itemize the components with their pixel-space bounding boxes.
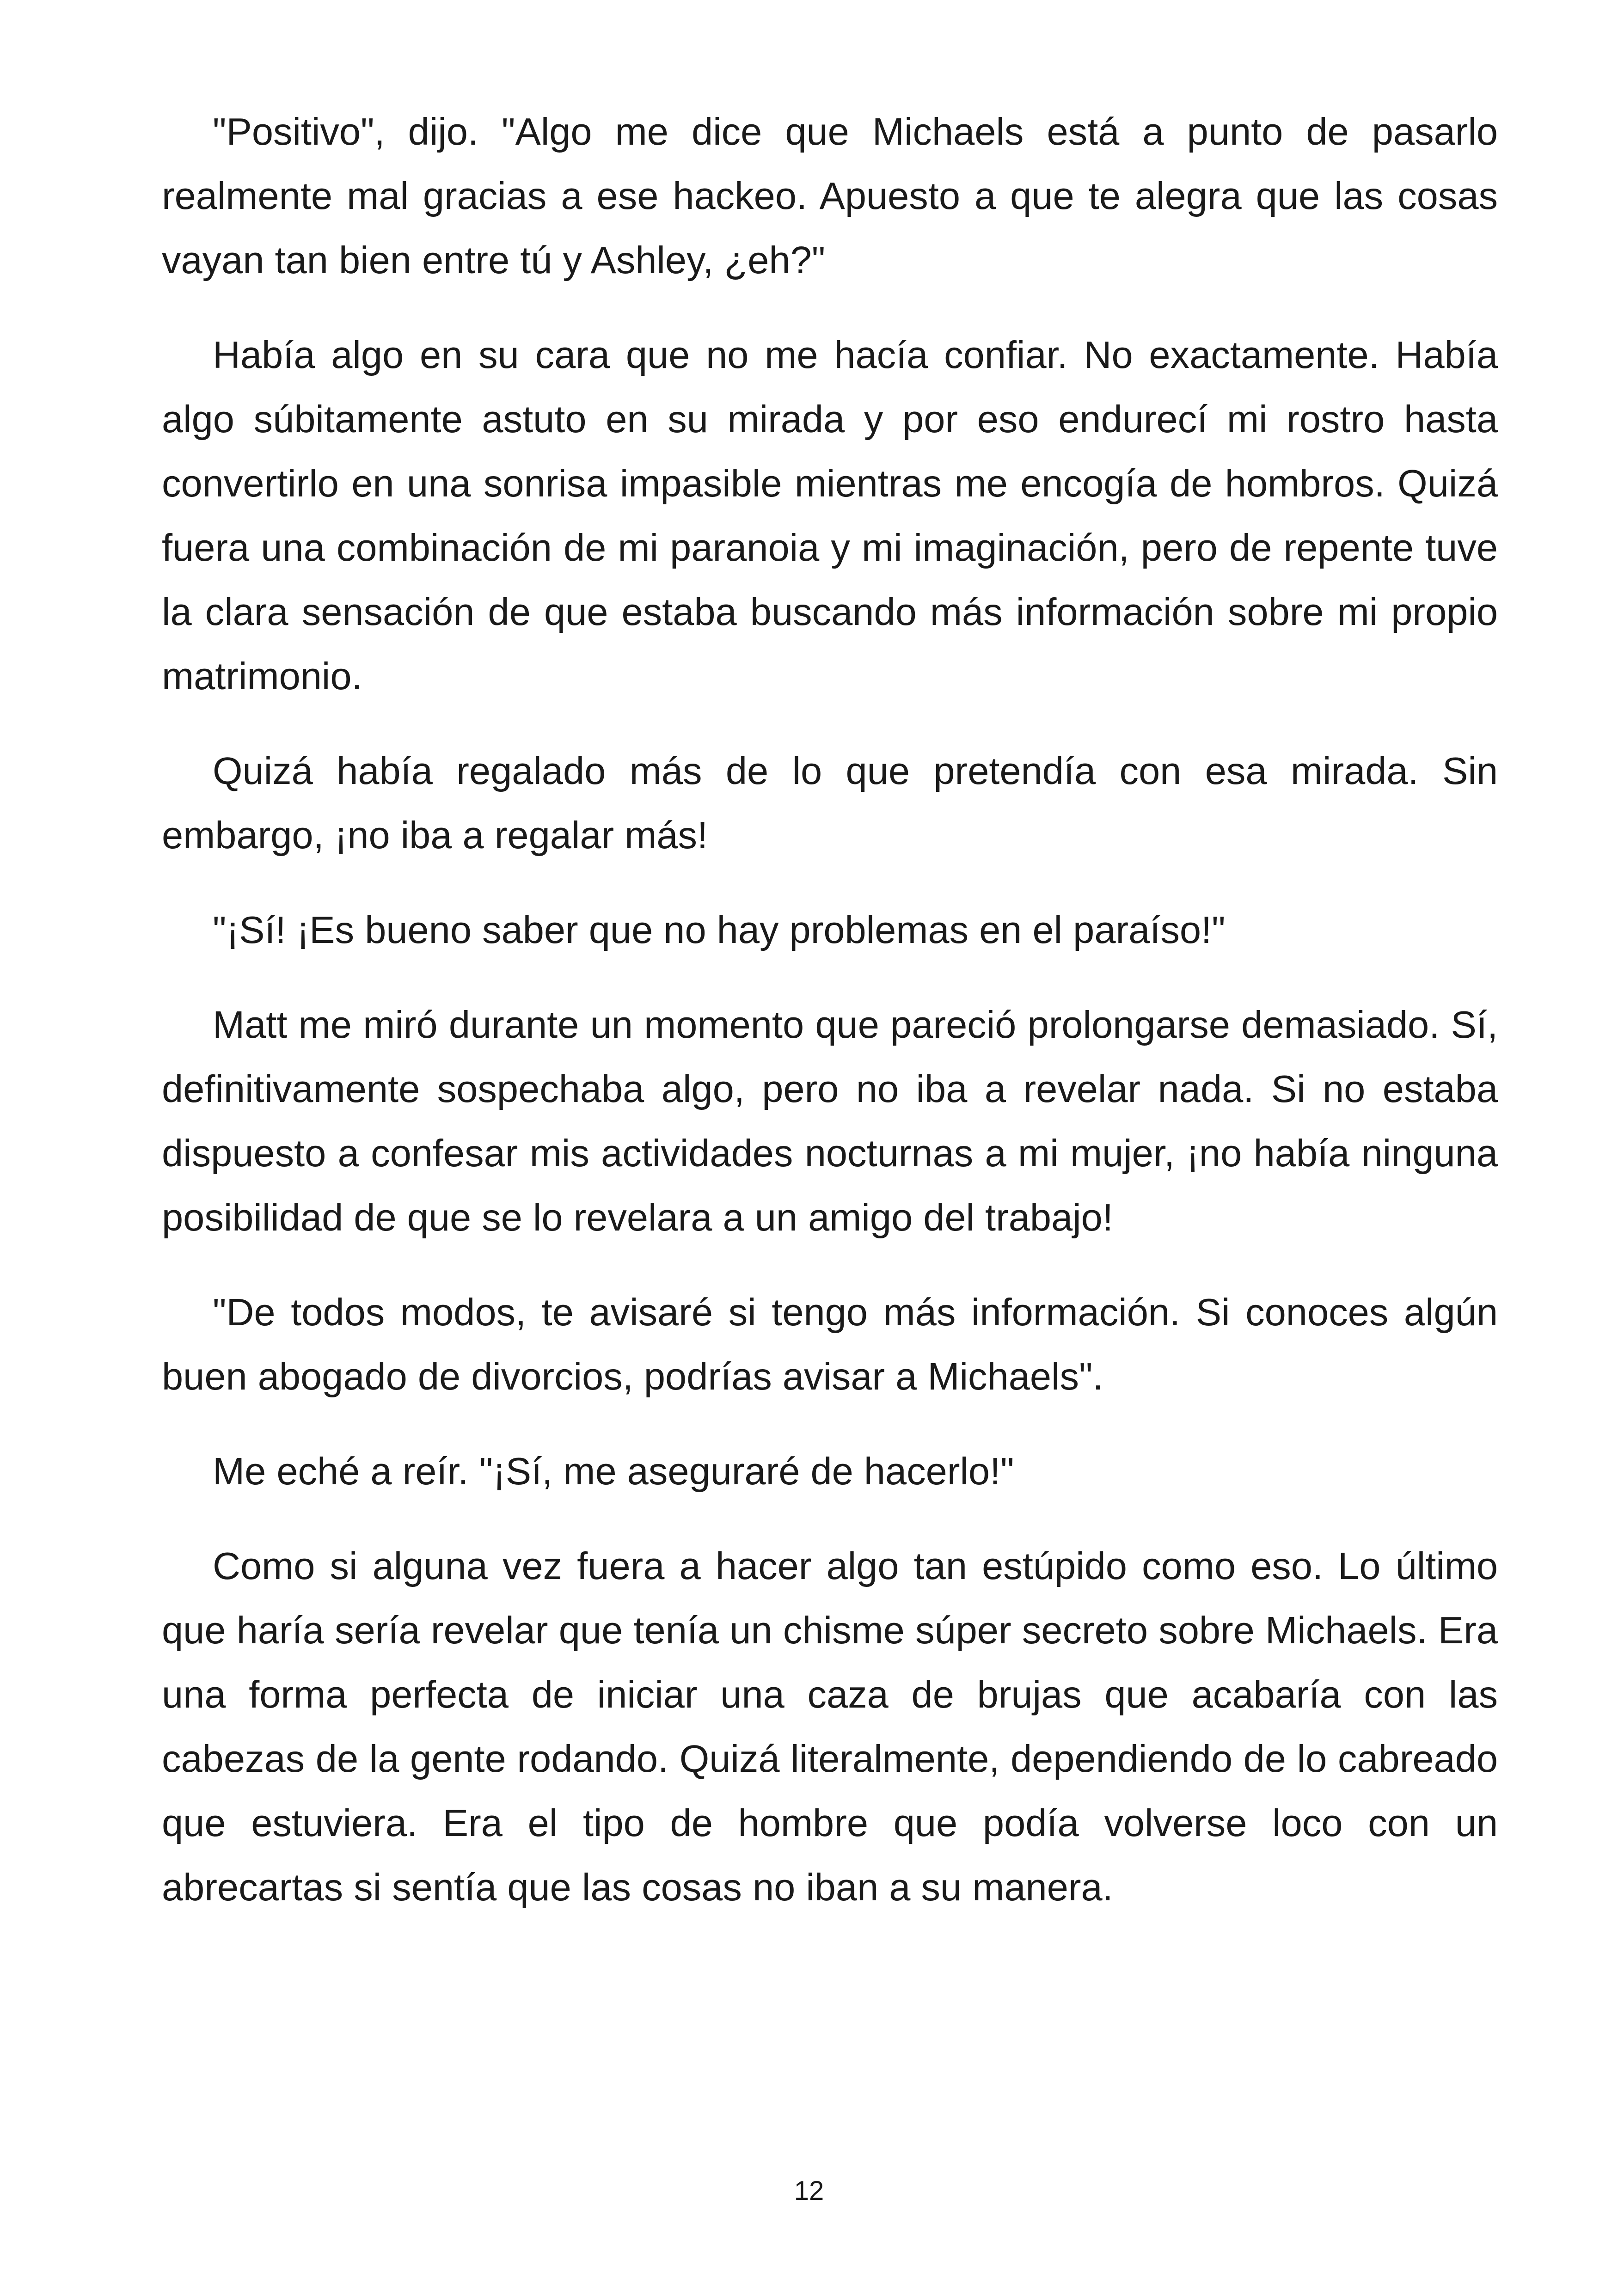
paragraph-8: Como si alguna vez fuera a hacer algo tan estúpido como eso. Lo último que haría sería revelar que tenía un chisme súper secreto sobre Michaels. Era una forma perfecta de iniciar una caza de brujas que acabaría con las cabezas de la gente rodando. Quizá literalmente, dependiendo de lo cabreado que estuviera. Era el tipo de hombre que podía volverse loco con un abrecartas si sentía que las cosas no iban a su manera. [162, 1544, 1498, 1909]
paragraph-7: Me eché a reír. "¡Sí, me aseguraré de hacerlo!" [213, 1450, 1014, 1493]
page-number: 12 [794, 2176, 824, 2206]
paragraph-2: Había algo en su cara que no me hacía confiar. No exactamente. Había algo súbitamente astuto en su mirada y por eso endurecí mi rostro hasta convertirlo en una sonrisa impasible mientras me encogía de hombros. Quizá fuera una combinación de mi paranoia y mi imaginación, pero de repente tuve la clara sensación de que estaba buscando más información sobre mi propio matrimonio. [162, 333, 1498, 698]
page-body [162, 99, 1498, 1950]
paragraph-3: Quizá había regalado más de lo que pretendía con esa mirada. Sin embargo, ¡no iba a regalar más! [162, 749, 1498, 857]
paragraph-5: Matt me miró durante un momento que pareció prolongarse demasiado. Sí, definitivamente sospechaba algo, pero no iba a revelar nada. Si no estaba dispuesto a confesar mis actividades nocturnas a mi mujer, ¡no había ninguna posibilidad de que se lo revelara a un amigo del trabajo! [162, 1003, 1498, 1239]
paragraph-1: "Positivo", dijo. "Algo me dice que Michaels está a punto de pasarlo realmente mal gracias a ese hackeo. Apuesto a que te alegra que las cosas vayan tan bien entre tú y Ashley, ¿eh?" [162, 110, 1498, 282]
paragraph-4: "¡Sí! ¡Es bueno saber que no hay problemas en el paraíso!" [213, 908, 1226, 951]
paragraph-6: "De todos modos, te avisaré si tengo más información. Si conoces algún buen abogado de divorcios, podrías avisar a Michaels". [162, 1291, 1498, 1398]
